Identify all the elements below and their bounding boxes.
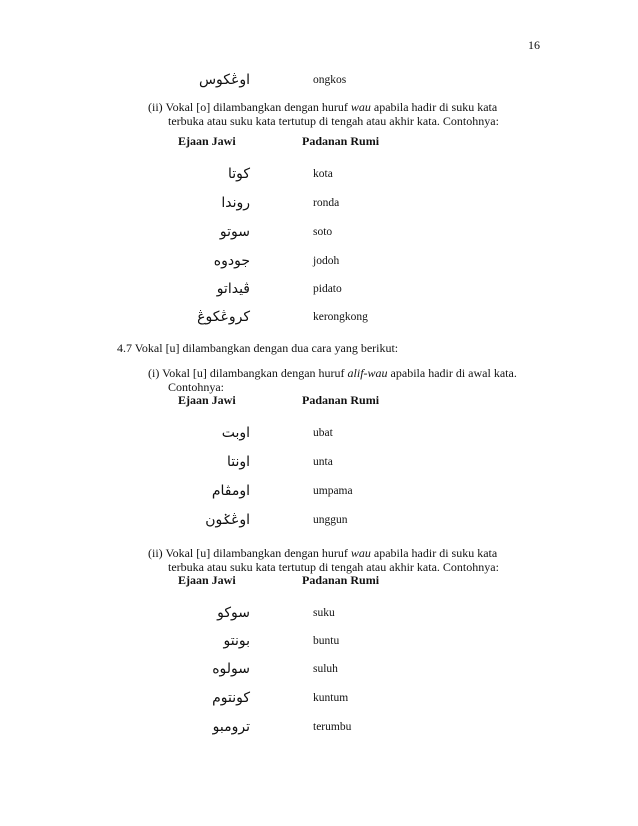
page-number: 16 <box>528 38 540 52</box>
jawi-word: كوتا <box>227 166 250 182</box>
jawi-word: اوڠكوس <box>198 72 250 88</box>
rumi-word: soto <box>313 226 333 238</box>
column-header-rumi: Padanan Rumi <box>302 573 380 587</box>
jawi-word: بونتو <box>223 633 250 649</box>
rumi-word: unggun <box>313 514 348 526</box>
jawi-word: كروڠكوڠ <box>197 309 250 325</box>
rumi-word: kerongkong <box>313 311 368 323</box>
jawi-word: ڤيداتو <box>216 281 250 297</box>
jawi-word: اونتا <box>226 454 250 470</box>
rumi-word: buntu <box>313 635 340 647</box>
rumi-word: jodoh <box>313 255 340 267</box>
column-header-jawi: Ejaan Jawi <box>178 573 236 587</box>
jawi-word: اومڤام <box>211 483 250 499</box>
list-marker: (i) <box>148 366 160 380</box>
rule-paragraph-o-wau: (ii) Vokal [o] dilambangkan dengan huruf wau apabila hadir di suku kata terbuka atau suku kata tertutup di tengah atau akhir kata. Contohnya: <box>148 100 499 128</box>
jawi-word: ترومبو <box>212 719 250 735</box>
jawi-word: سوتو <box>219 224 250 240</box>
rumi-word: pidato <box>313 283 342 295</box>
list-marker: (ii) <box>148 546 163 560</box>
column-header-rumi: Padanan Rumi <box>302 134 380 148</box>
rumi-word: ronda <box>313 197 340 209</box>
rule-paragraph-u-alif-wau: (i) Vokal [u] dilambangkan dengan huruf alif-wau apabila hadir di awal kata. Contohnya: <box>148 366 517 394</box>
list-marker: (ii) <box>148 100 163 114</box>
column-header-rumi: Padanan Rumi <box>302 393 380 407</box>
rumi-word: kota <box>313 168 333 180</box>
jawi-word: سولوه <box>212 661 250 677</box>
jawi-word: جودوه <box>213 253 250 269</box>
rumi-word: suku <box>313 607 335 619</box>
section-heading: 4.7 Vokal [u] dilambangkan dengan dua cara yang berikut: <box>117 341 399 355</box>
rumi-word: ongkos <box>313 74 347 86</box>
rumi-word: umpama <box>313 485 353 497</box>
rumi-word: suluh <box>313 663 338 675</box>
rumi-word: kuntum <box>313 692 349 704</box>
rumi-word: unta <box>313 456 333 468</box>
jawi-word: روندا <box>221 195 250 211</box>
rule-paragraph-u-wau: (ii) Vokal [u] dilambangkan dengan huruf wau apabila hadir di suku kata terbuka atau suku kata tertutup di tengah atau akhir kata. Contohnya: <box>148 546 499 574</box>
jawi-word: اوبت <box>221 425 250 441</box>
jawi-word: كونتوم <box>212 690 250 706</box>
jawi-word: اوڠݢون <box>205 512 250 528</box>
jawi-word: سوكو <box>217 605 250 621</box>
rumi-word: terumbu <box>313 721 352 733</box>
column-header-jawi: Ejaan Jawi <box>178 393 236 407</box>
rumi-word: ubat <box>313 427 333 439</box>
column-header-jawi: Ejaan Jawi <box>178 134 236 148</box>
